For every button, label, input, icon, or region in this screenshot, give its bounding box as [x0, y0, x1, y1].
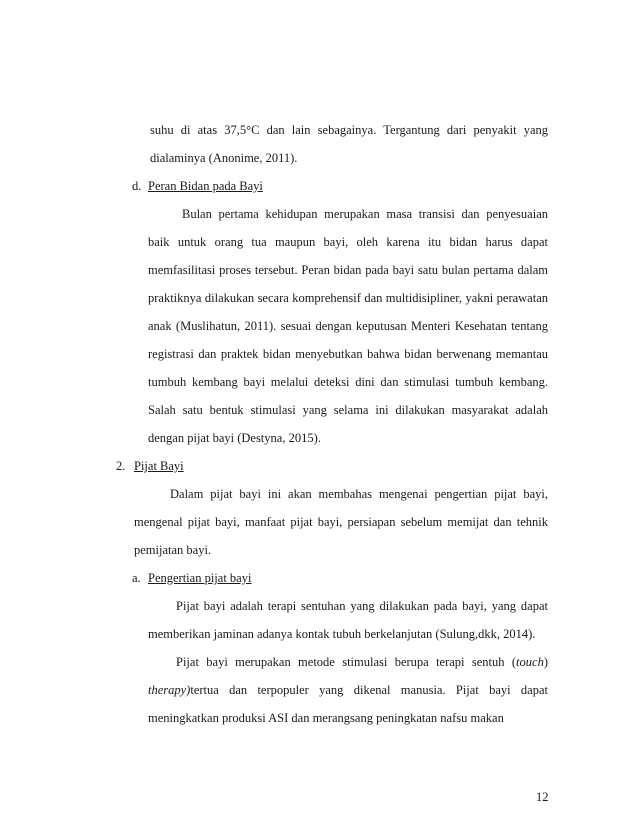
- list-marker: a.: [132, 571, 141, 585]
- list-marker: d.: [132, 179, 142, 193]
- text-line: baik untuk orang tua maupun bayi, oleh karena itu bidan harus dapat: [148, 235, 548, 249]
- text-line: dengan pijat bayi (Destyna, 2015).: [148, 431, 321, 445]
- text-line: meningkatkan produksi ASI dan merangsang peningkatan nafsu makan: [148, 711, 504, 725]
- list-marker: 2.: [116, 459, 126, 473]
- italic-term: therapy): [148, 683, 191, 697]
- text-run: ): [543, 655, 548, 669]
- text-line: suhu di atas 37,5°C dan lain sebagainya. Tergantung dari penyakit yang: [150, 123, 548, 137]
- text-line: tumbuh kembang bayi melalui deteksi dini dan stimulasi tumbuh kembang.: [148, 375, 548, 389]
- section-heading: Pijat Bayi: [134, 459, 184, 473]
- text-line: Bulan pertama kehidupan merupakan masa transisi dan penyesuaian: [182, 207, 548, 221]
- text-run: Pijat bayi merupakan metode stimulasi berupa terapi sentuh (: [176, 655, 517, 669]
- page-number: 12: [536, 790, 549, 804]
- text-line: mengenal pijat bayi, manfaat pijat bayi, persiapan sebelum memijat dan tehnik: [134, 515, 548, 529]
- text-line: pemijatan bayi.: [134, 543, 212, 557]
- text-line: praktiknya dilakukan secara komprehensif dan multidisipliner, yakni perawatan: [148, 291, 548, 305]
- text-line: memberikan jaminan adanya kontak tubuh berkelanjutan (Sulung,dkk, 2014).: [148, 627, 536, 641]
- text-line: memfasilitasi proses tersebut. Peran bidan pada bayi satu bulan pertama dalam: [148, 263, 548, 277]
- text-run: tertua dan terpopuler yang dikenal manusia. Pijat bayi dapat: [190, 683, 548, 697]
- text-line: Dalam pijat bayi ini akan membahas mengenai pengertian pijat bayi,: [170, 487, 548, 501]
- subsection-heading: Peran Bidan pada Bayi: [148, 179, 263, 193]
- text-line: [176, 654, 548, 670]
- text-line: anak (Muslihatun, 2011). sesuai dengan keputusan Menteri Kesehatan tentang: [148, 319, 548, 333]
- text-line: dialaminya (Anonime, 2011).: [150, 151, 298, 165]
- subsection-heading: Pengertian pijat bayi: [148, 571, 252, 585]
- text-line: [148, 682, 548, 698]
- text-line: Salah satu bentuk stimulasi yang selama ini dilakukan masyarakat adalah: [148, 403, 548, 417]
- text-line: Pijat bayi adalah terapi sentuhan yang dilakukan pada bayi, yang dapat: [176, 599, 548, 613]
- text-line: registrasi dan praktek bidan menyebutkan bahwa bidan berwenang memantau: [148, 347, 548, 361]
- italic-term: touch: [516, 655, 544, 669]
